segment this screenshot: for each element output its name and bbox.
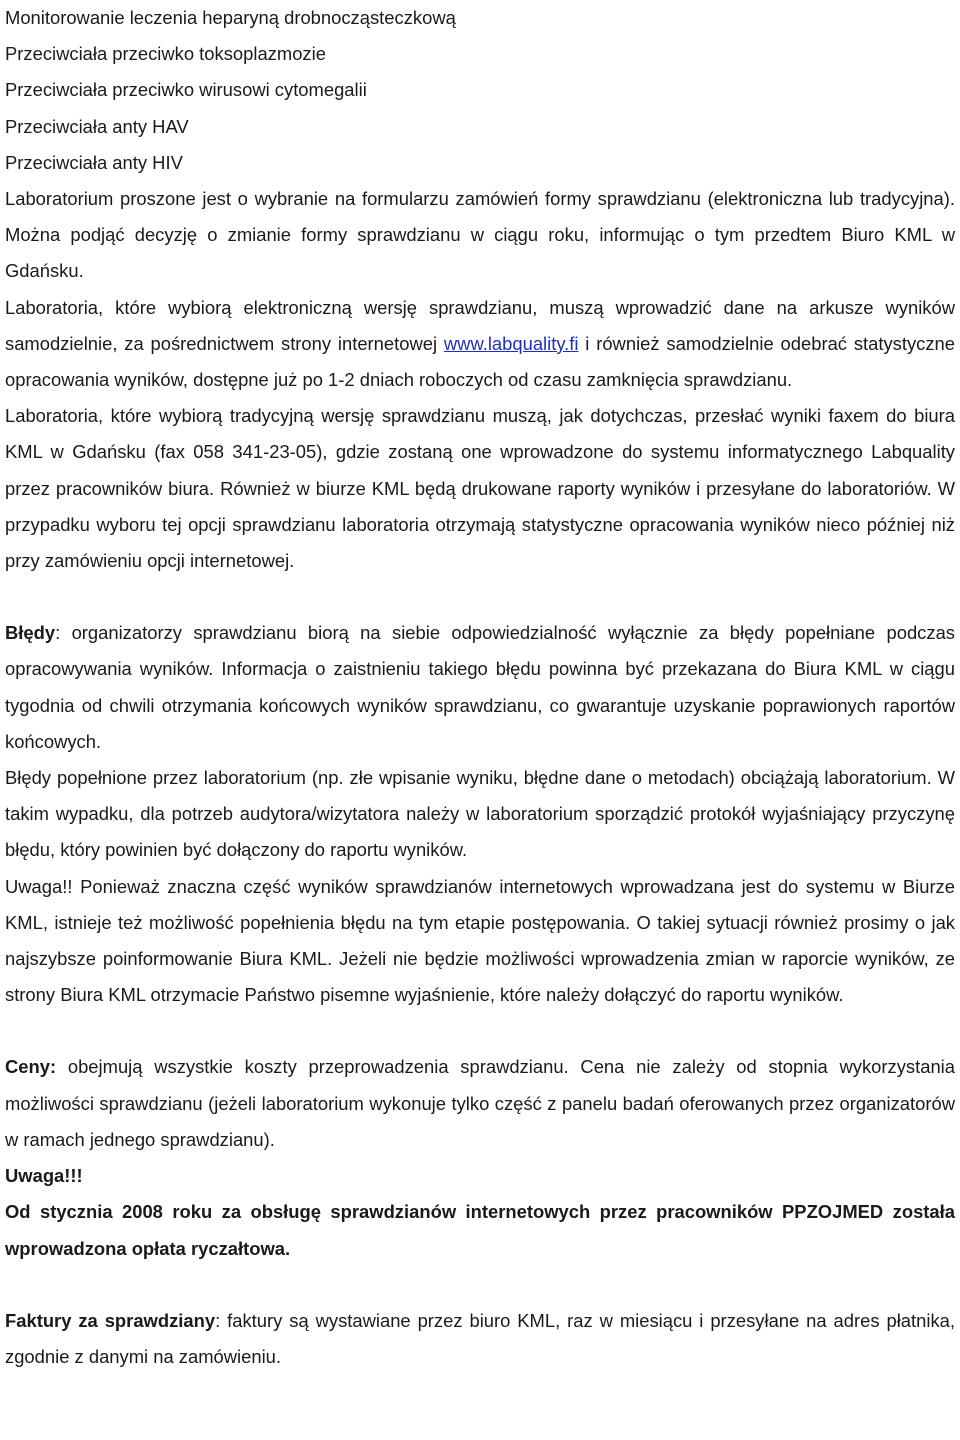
paragraph-lab-errors: Błędy popełnione przez laboratorium (np. złe wpisanie wyniku, błędne dane o metodach) obciążają laboratorium. W takim wypadku, dla potrzeb audytora/wizytatora należy w laboratorium sporządzić protokół wyjaśniający przyczynę błędu, który powinien być dołączony do raportu wyników. [5, 767, 955, 861]
notice-flat-fee: Od stycznia 2008 roku za obsługę sprawdzianów internetowych przez pracowników PPZOJMED została wprowadzona opłata ryczałtowa. [5, 1201, 955, 1259]
paragraph-electronic-version [5, 290, 955, 399]
paragraph-invoices [5, 1303, 955, 1375]
paragraph-traditional-version: Laboratoria, które wybiorą tradycyjną wersję sprawdzianu muszą, jak dotychczas, przesłać wyniki faxem do biura KML w Gdańsku (fax 058 341-23-05), gdzie zostaną one wprowadzone do systemu informatycznego Labquality przez pracowników biura. Również w biurze KML będą drukowane raporty wyników i przesyłane do laboratoriów. W przypadku wyboru tej opcji sprawdzianu laboratoria otrzymają statystyczne opracowania wyników nieco później niż przy zamówieniu opcji internetowej. [5, 405, 955, 572]
list-item: Monitorowanie leczenia heparyną drobnocząsteczkową [5, 7, 456, 28]
electronic-text-after: i również samodzielnie odebrać statystyczne opracowania wyników, dostępne już po 1-2 dniach roboczych od czasu zamknięcia sprawdzianu. [5, 332, 956, 391]
spacer [5, 1013, 955, 1049]
paragraph-errors [5, 615, 955, 760]
list-item: Przeciwciała przeciwko toksoplazmozie [5, 43, 326, 65]
paragraph-warning: Uwaga!! Ponieważ znaczna część wyników sprawdzianów internetowych wprowadzana jest do systemu w Biurze KML, istnieje też możliwość popełnienia błędu na tym etapie postępowania. O takiej sytuacji również prosimy o jak najszybsze poinformowanie Biura KML. Jeżeli nie będzie możliwości wprowadzenia zmian w raporcie wyników, ze strony Biura KML otrzymacie Państwo pisemne wyjaśnienie, które należy dołączyć do raportu wyników. [5, 875, 955, 1006]
errors-label: Błędy [5, 622, 56, 644]
list-item: Przeciwciała anty HIV [5, 151, 183, 173]
invoices-label: Faktury za sprawdziany [5, 1309, 216, 1331]
errors-text: : organizatorzy sprawdzianu biorą na siebie odpowiedzialność wyłącznie za błędy popełniane podczas opracowywania wyników. Informacja o zaistnieniu takiego błędu powinna być przekazana do Biura KML w ciągu tygodnia od chwili otrzymania końcowych wyników sprawdzianu, co gwarantuje uzyskanie poprawionych raportów końcowych. [5, 622, 955, 752]
prices-text: obejmują wszystkie koszty przeprowadzenia sprawdzianu. Cena nie zależy od stopnia wykorzystania możliwości sprawdzianu (jeżeli laboratorium wykonuje tylko część z panelu badań oferowanych przez organizatorów w ramach jednego sprawdzianu). [5, 1056, 955, 1150]
labquality-link[interactable]: www.labquality.fi [443, 332, 579, 354]
invoices-text: : faktury są wystawiane przez biuro KML, raz w miesiącu i przesyłane na adres płatnika, zgodnie z danymi na zamówieniu. [5, 1309, 955, 1367]
paragraph-prices [5, 1049, 955, 1158]
paragraph-form-choice: Laboratorium proszone jest o wybranie na formularzu zamówień formy sprawdzianu (elektroniczna lub tradycyjna). Można podjąć decyzję o zmianie formy sprawdzianu w ciągu roku, informując o tym przedtem Biuro KML w Gdańsku. [5, 188, 955, 282]
electronic-text-before: Laboratoria, które wybiorą elektroniczną wersję sprawdzianu, muszą wprowadzić dane na arkusze wyników samodzielnie, za pośrednictwem strony internetowej [5, 296, 955, 354]
notice-heading: Uwaga!!! [5, 1165, 83, 1187]
test-list [5, 0, 955, 181]
spacer [5, 1267, 955, 1303]
spacer [5, 579, 955, 615]
prices-label: Ceny: [5, 1056, 57, 1078]
list-item: Przeciwciała przeciwko wirusowi cytomegalii [5, 79, 367, 101]
list-item: Przeciwciała anty HAV [5, 115, 189, 137]
